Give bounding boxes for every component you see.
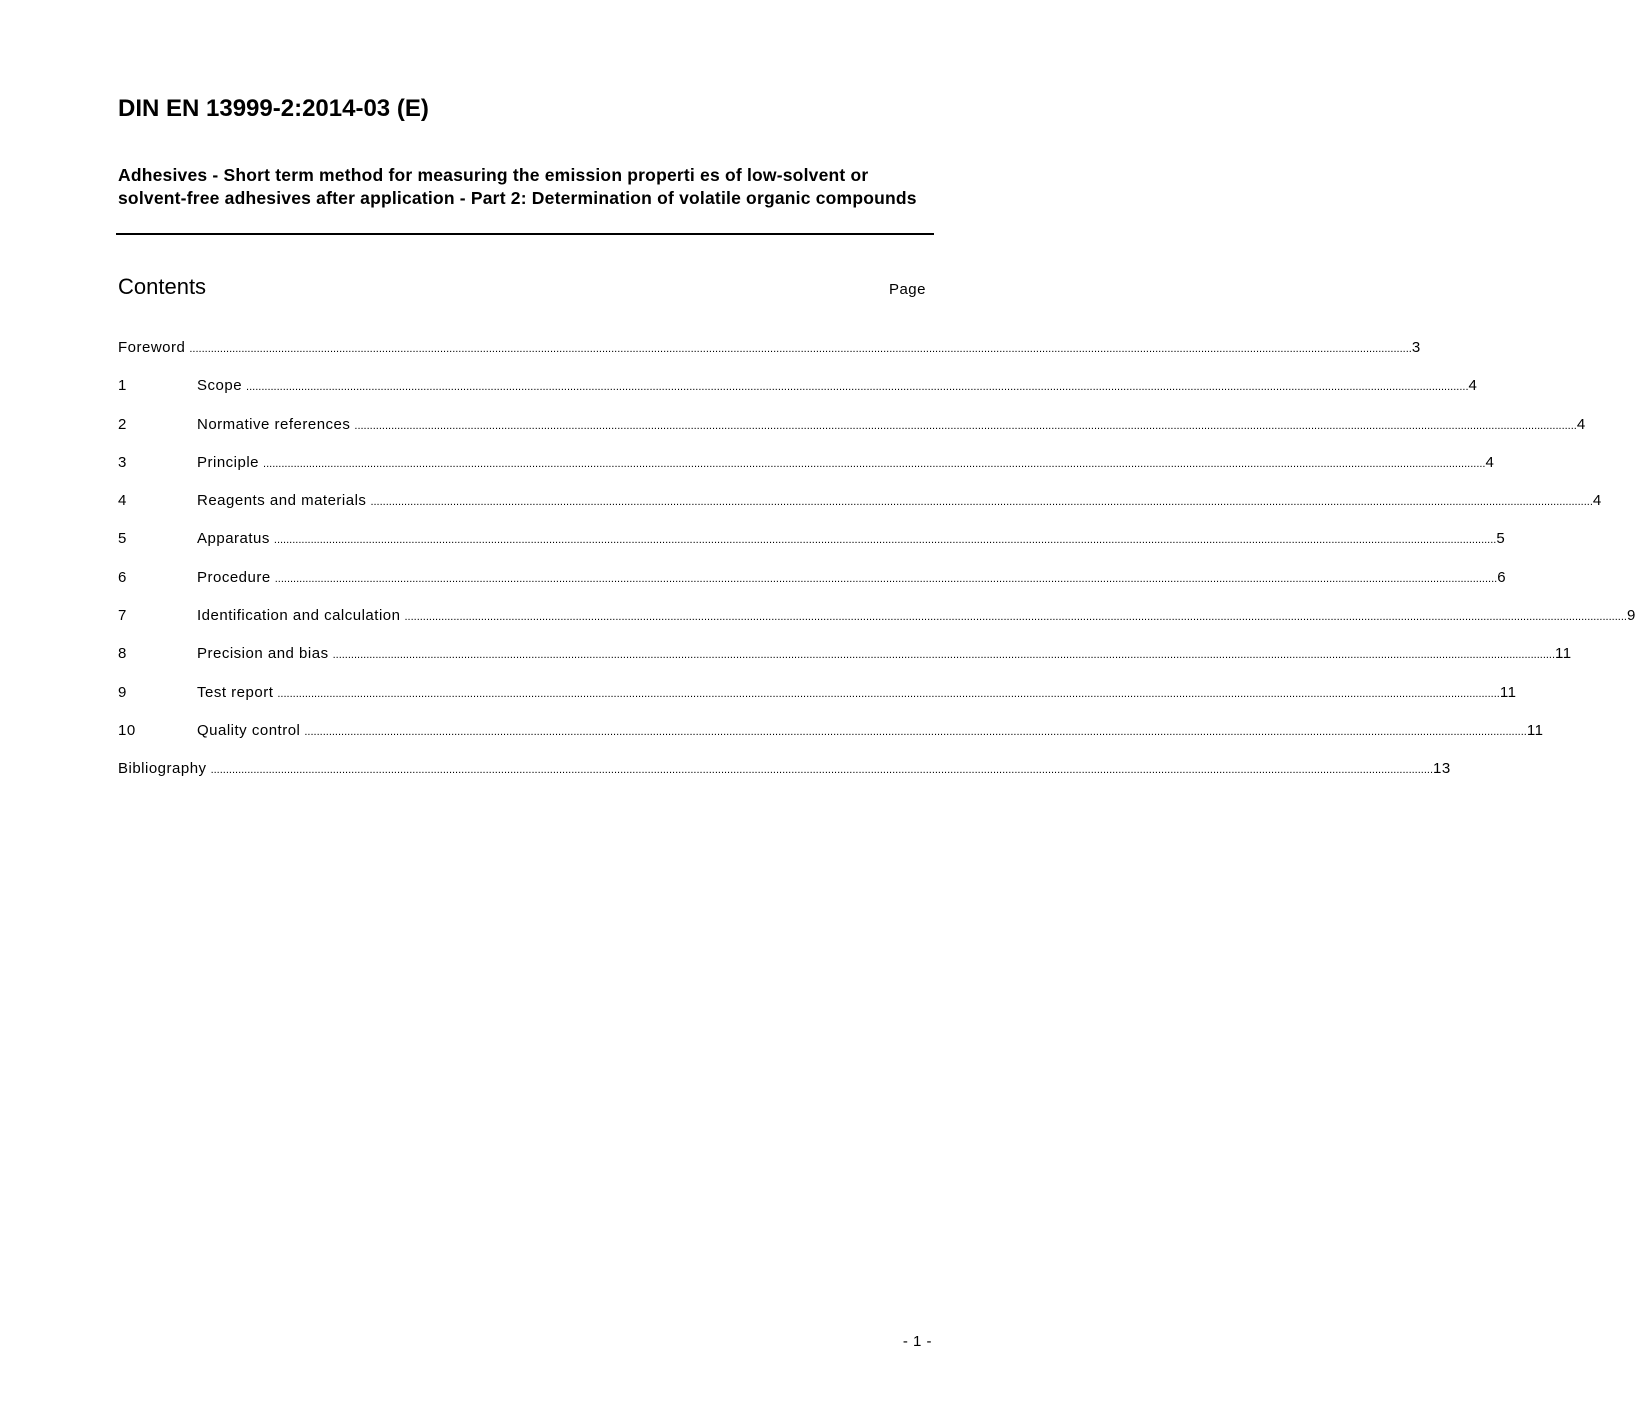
toc-entry-title: Bibliography: [118, 758, 211, 780]
toc-entry-title: Quality control: [197, 720, 304, 742]
toc-entry-page: 11: [1499, 683, 1517, 701]
toc-dot-leader: ................................................................................................................................................................................................................................................................................................................................................................................................................: [332, 649, 1556, 662]
toc-entry-number: 3: [118, 453, 127, 471]
toc-dot-leader: ................................................................................................................................................................................................................................................................................................................................................................................................................: [354, 419, 1577, 432]
toc-entry-title: Foreword: [118, 337, 189, 359]
toc-dot-leader: ................................................................................................................................................................................................................................................................................................................................................................................................................: [404, 611, 1627, 624]
toc-dot-leader: ................................................................................................................................................................................................................................................................................................................................................................................................................: [263, 457, 1486, 470]
toc-entry-page: 11: [1526, 721, 1544, 739]
toc-entry-number: 2: [118, 415, 127, 433]
toc-entry-page: 4: [1576, 415, 1586, 433]
toc-entry-page: 9: [1626, 607, 1636, 625]
toc-entry-number: 10: [118, 721, 136, 739]
table-of-contents: [118, 337, 1636, 797]
toc-entry-page: 4: [1468, 377, 1478, 395]
toc-dot-leader: ................................................................................................................................................................................................................................................................................................................................................................................................................: [370, 496, 1593, 509]
toc-entry-page: 6: [1497, 568, 1507, 586]
toc-entry[interactable]: [118, 643, 1572, 681]
toc-entry[interactable]: [118, 720, 1544, 758]
contents-heading: Contents: [118, 274, 207, 299]
toc-entry[interactable]: [118, 567, 1507, 605]
toc-dot-leader: ................................................................................................................................................................................................................................................................................................................................................................................................................: [210, 764, 1434, 777]
toc-entry[interactable]: [118, 528, 1506, 566]
toc-entry[interactable]: [118, 682, 1517, 720]
toc-entry[interactable]: [118, 490, 1602, 528]
title-divider: [116, 233, 934, 235]
toc-dot-leader: ................................................................................................................................................................................................................................................................................................................................................................................................................: [273, 534, 1497, 547]
toc-entry[interactable]: [118, 605, 1636, 643]
toc-entry[interactable]: [118, 414, 1586, 452]
toc-entry-number: 6: [118, 568, 127, 586]
toc-entry[interactable]: [118, 452, 1495, 490]
toc-entry-page: 5: [1496, 530, 1506, 548]
toc-entry-title: Reagents and materials: [197, 490, 370, 512]
toc-entry-title: Principle: [197, 452, 263, 474]
toc-entry-title: Procedure: [197, 567, 275, 589]
page-number-footer: - 1 -: [902, 1333, 932, 1350]
toc-entry-title: Precision and bias: [197, 643, 333, 665]
toc-entry[interactable]: [118, 375, 1478, 413]
toc-dot-leader: ................................................................................................................................................................................................................................................................................................................................................................................................................: [274, 572, 1498, 585]
toc-entry-page: 4: [1592, 492, 1602, 510]
toc-entry-title: Scope: [197, 375, 246, 397]
document-title: Adhesives - Short term method for measuring the emission properti es of low-solvent or solvent-free adhesives after application - Part 2: Determination of volatile organic compounds: [118, 165, 917, 208]
page-column-label: Page: [888, 281, 926, 298]
toc-entry-page: 13: [1433, 760, 1451, 778]
toc-dot-leader: ................................................................................................................................................................................................................................................................................................................................................................................................................: [189, 343, 1412, 355]
toc-entry-number: 5: [118, 530, 127, 548]
toc-entry-number: 7: [118, 607, 127, 625]
toc-entry-page: 4: [1485, 453, 1495, 471]
toc-entry-title: Apparatus: [197, 528, 274, 550]
toc-entry-number: 9: [118, 683, 127, 701]
toc-entry-number: 8: [118, 645, 127, 663]
toc-entry-title: Identification and calculation: [197, 605, 404, 627]
toc-dot-leader: ................................................................................................................................................................................................................................................................................................................................................................................................................: [246, 381, 1469, 394]
toc-dot-leader: ................................................................................................................................................................................................................................................................................................................................................................................................................: [277, 687, 1500, 700]
document-id: DIN EN 13999-2:2014-03 (E): [118, 95, 429, 122]
toc-entry-page: 11: [1555, 645, 1572, 663]
toc-entry[interactable]: [118, 337, 1421, 375]
toc-entry[interactable]: [118, 758, 1451, 796]
toc-entry-page: 3: [1411, 339, 1421, 356]
toc-entry-number: 4: [118, 492, 127, 510]
toc-entry-title: Normative references: [197, 414, 354, 436]
toc-entry-title: Test report: [197, 682, 277, 704]
toc-entry-number: 1: [118, 377, 127, 395]
toc-dot-leader: ................................................................................................................................................................................................................................................................................................................................................................................................................: [304, 725, 1527, 738]
